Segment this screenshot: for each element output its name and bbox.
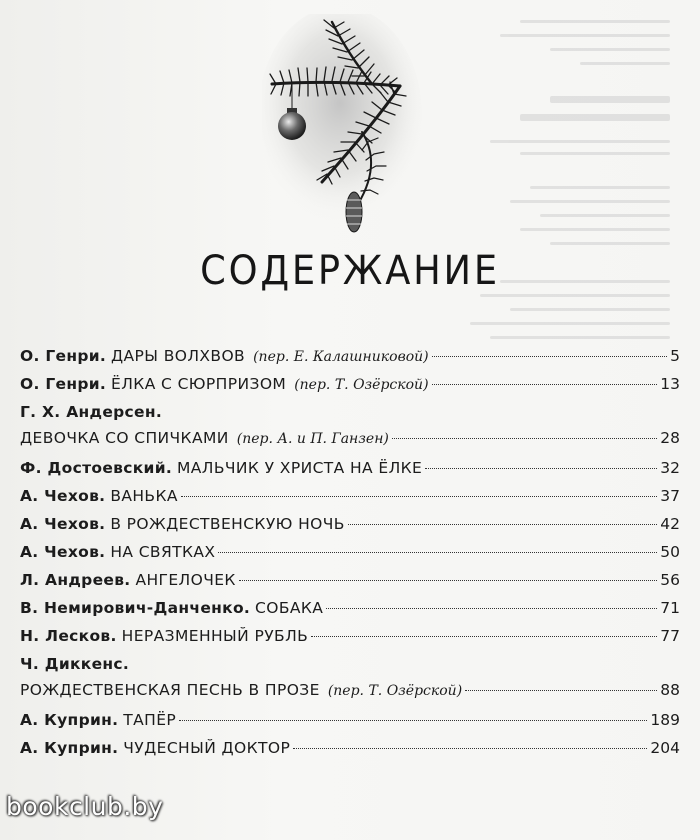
- toc-entry[interactable]: [20, 622, 680, 650]
- entry-title: АНГЕЛОЧЕК: [135, 571, 236, 589]
- dot-leader: [181, 496, 657, 497]
- entry-page-number: 37: [660, 487, 680, 505]
- entry-page-number: 50: [660, 543, 680, 561]
- dot-leader: [432, 356, 667, 357]
- entry-author: Г. Х. Андерсен.: [20, 403, 163, 421]
- entry-title: РОЖДЕСТВЕНСКАЯ ПЕСНЬ В ПРОЗЕ: [20, 681, 320, 699]
- dot-leader: [179, 720, 647, 721]
- dot-leader: [239, 580, 657, 581]
- entry-author: А. Чехов.: [20, 515, 106, 533]
- entry-title: НА СВЯТКАХ: [110, 543, 216, 561]
- toc-entry[interactable]: [20, 342, 680, 370]
- entry-translator: (пер. Е. Калашниковой): [253, 349, 429, 365]
- entry-page-number: 56: [660, 571, 680, 589]
- dot-leader: [392, 438, 657, 439]
- entry-title: ДЕВОЧКА СО СПИЧКАМИ: [20, 429, 229, 447]
- toc-entry-author-line: [20, 398, 680, 424]
- entry-page-number: 88: [660, 681, 680, 699]
- entry-author: Ф. Достоевский.: [20, 459, 173, 477]
- toc-entry[interactable]: [20, 454, 680, 482]
- entry-author: В. Немирович-Данченко.: [20, 599, 251, 617]
- toc-entry[interactable]: [20, 706, 680, 734]
- dot-leader: [348, 524, 657, 525]
- entry-translator: (пер. А. и П. Ганзен): [236, 431, 389, 447]
- pine-cone: [346, 192, 362, 232]
- entry-author: А. Чехов.: [20, 543, 106, 561]
- toc-entry[interactable]: [20, 370, 680, 398]
- toc-entry[interactable]: [20, 424, 680, 454]
- entry-page-number: 204: [650, 739, 680, 757]
- toc-entry[interactable]: [20, 566, 680, 594]
- toc-entry[interactable]: [20, 734, 680, 762]
- entry-page-number: 32: [660, 459, 680, 477]
- entry-title: НЕРАЗМЕННЫЙ РУБЛЬ: [121, 627, 309, 645]
- dot-leader: [218, 552, 657, 553]
- entry-author: А. Куприн.: [20, 739, 119, 757]
- entry-author: Ч. Диккенс.: [20, 655, 130, 673]
- dot-leader: [425, 468, 657, 469]
- entry-page-number: 42: [660, 515, 680, 533]
- toc-entry[interactable]: [20, 594, 680, 622]
- entry-page-number: 77: [660, 627, 680, 645]
- toc-entry[interactable]: [20, 510, 680, 538]
- entry-page-number: 28: [660, 429, 680, 447]
- toc-entry[interactable]: [20, 538, 680, 566]
- entry-title: ЧУДЕСНЫЙ ДОКТОР: [123, 739, 291, 757]
- entry-author: А. Куприн.: [20, 711, 119, 729]
- dot-leader: [293, 748, 647, 749]
- entry-page-number: 5: [670, 347, 680, 365]
- entry-title: МАЛЬЧИК У ХРИСТА НА ЁЛКЕ: [177, 459, 423, 477]
- entry-page-number: 189: [650, 711, 680, 729]
- entry-page-number: 13: [660, 375, 680, 393]
- toc-entry-author-line: [20, 650, 680, 676]
- entry-title: СОБАКА: [255, 599, 324, 617]
- entry-author: О. Генри.: [20, 347, 107, 365]
- entry-author: Л. Андреев.: [20, 571, 131, 589]
- entry-title: ЁЛКА С СЮРПРИЗОМ: [111, 375, 287, 393]
- entry-title: В РОЖДЕСТВЕНСКУЮ НОЧЬ: [110, 515, 345, 533]
- entry-translator: (пер. Т. Озёрской): [294, 377, 429, 393]
- entry-author: Н. Лесков.: [20, 627, 117, 645]
- entry-title: ТАПЁР: [123, 711, 177, 729]
- entry-page-number: 71: [660, 599, 680, 617]
- toc-entry[interactable]: [20, 482, 680, 510]
- entry-translator: (пер. Т. Озёрской): [327, 683, 463, 699]
- dot-leader: [311, 636, 657, 637]
- entry-title: ВАНЬКА: [110, 487, 178, 505]
- entry-author: О. Генри.: [20, 375, 107, 393]
- dot-leader: [326, 608, 657, 609]
- watermark: bookclub.by: [6, 792, 164, 821]
- toc-entry[interactable]: [20, 676, 680, 706]
- page-title: СОДЕРЖАНИЕ: [200, 248, 500, 294]
- table-of-contents: [20, 342, 680, 762]
- entry-title: ДАРЫ ВОЛХВОВ: [111, 347, 246, 365]
- entry-author: А. Чехов.: [20, 487, 106, 505]
- dot-leader: [432, 384, 658, 385]
- ornament-ball-icon: [278, 112, 306, 140]
- dot-leader: [465, 690, 657, 691]
- fir-branch-illustration: [262, 14, 422, 239]
